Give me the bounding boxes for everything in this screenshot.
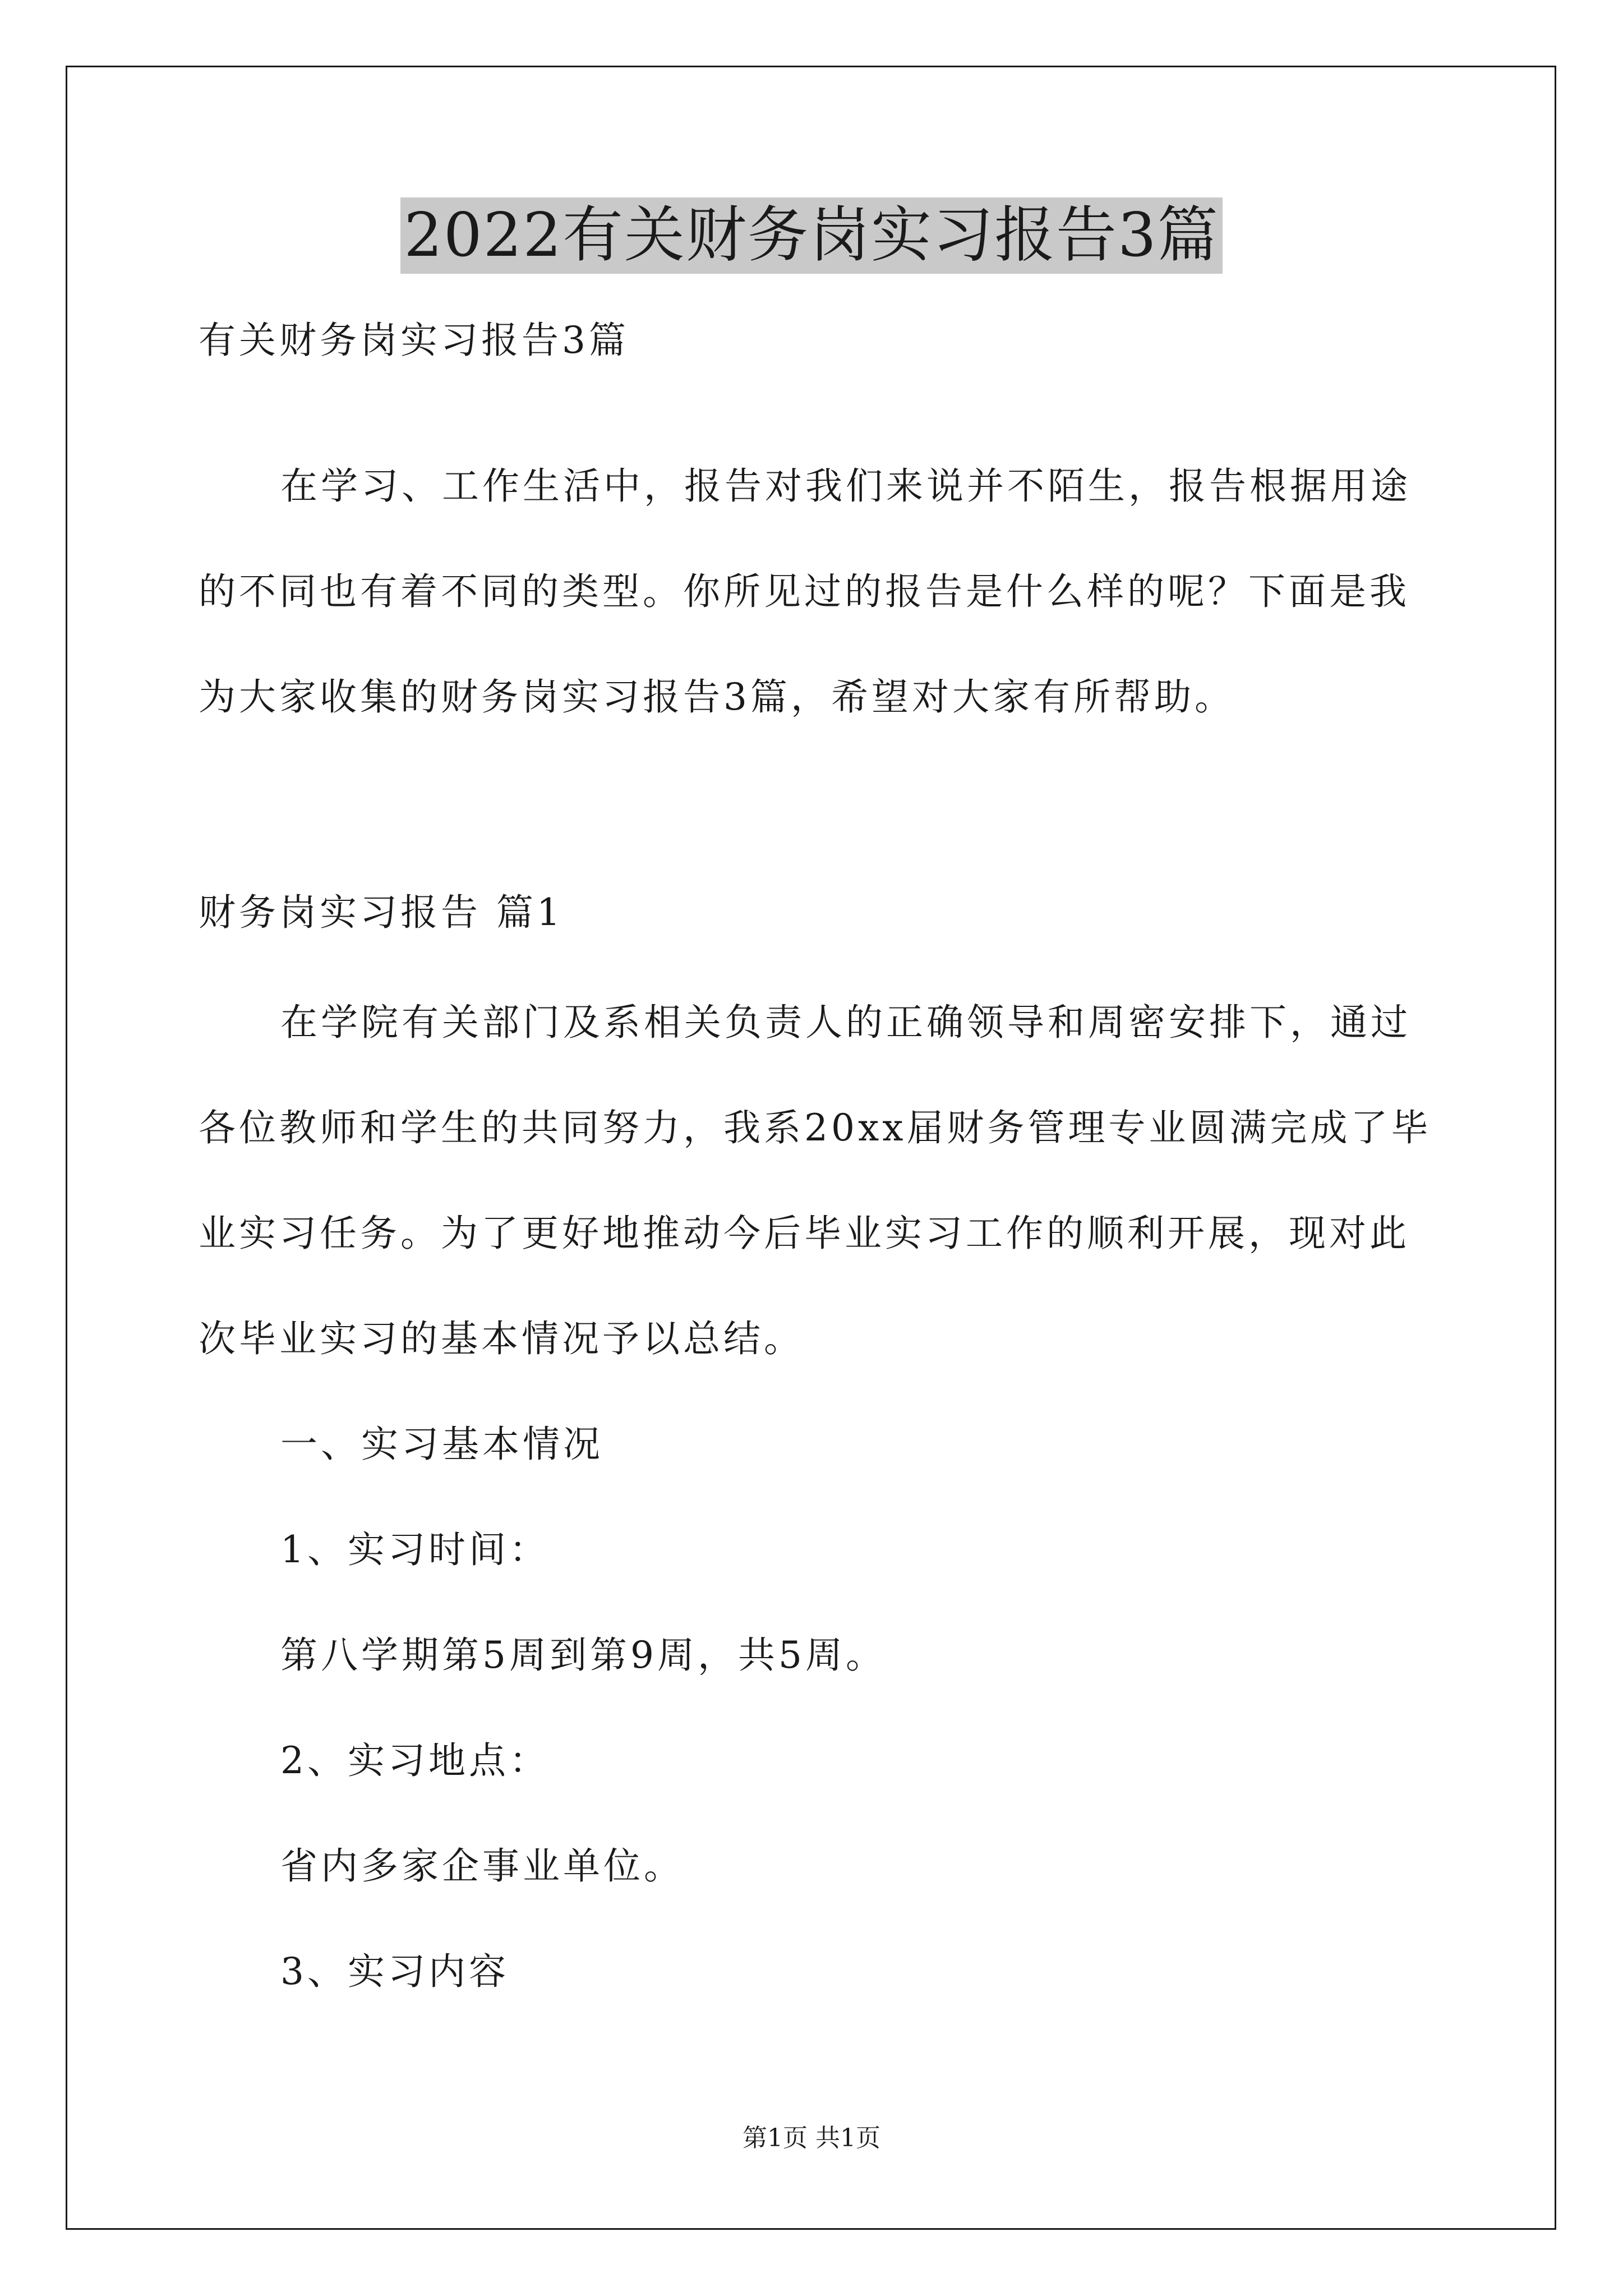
- section-line-4: 次毕业实习的基本情况予以总结。: [199, 1317, 804, 1360]
- intro-line-2: 的不同也有着不同的类型。你所见过的报告是什么样的呢？下面是我: [199, 570, 1410, 613]
- section-line-3: 业实习任务。为了更好地推动今后毕业实习工作的顺利开展，现对此: [199, 1212, 1410, 1255]
- item-heading-basic: 一、实习基本情况: [280, 1423, 603, 1466]
- title-container: [0, 197, 1623, 274]
- section-line-2: 各位教师和学生的共同努力，我系20xx届财务管理专业圆满完成了毕: [199, 1106, 1432, 1149]
- intro-line-1: 在学习、工作生活中，报告对我们来说并不陌生，报告根据用途: [280, 464, 1411, 508]
- item-time-value: 第八学期第5周到第9周，共5周。: [280, 1634, 886, 1677]
- item-time-label: 1、实习时间：: [280, 1528, 550, 1571]
- item-place-label: 2、实习地点：: [280, 1739, 550, 1782]
- document-subtitle: 有关财务岗实习报告3篇: [199, 319, 629, 362]
- section-line-1: 在学院有关部门及系相关负责人的正确领导和周密安排下，通过: [280, 1001, 1411, 1044]
- page-footer: 第1页 共1页: [743, 2124, 880, 2152]
- item-content-label: 3、实习内容: [280, 1950, 509, 1993]
- section-heading: 财务岗实习报告 篇1: [199, 891, 564, 934]
- document-title: 2022有关财务岗实习报告3篇: [400, 197, 1223, 274]
- item-place-value: 省内多家企事业单位。: [280, 1844, 684, 1888]
- intro-line-3: 为大家收集的财务岗实习报告3篇，希望对大家有所帮助。: [199, 675, 1235, 719]
